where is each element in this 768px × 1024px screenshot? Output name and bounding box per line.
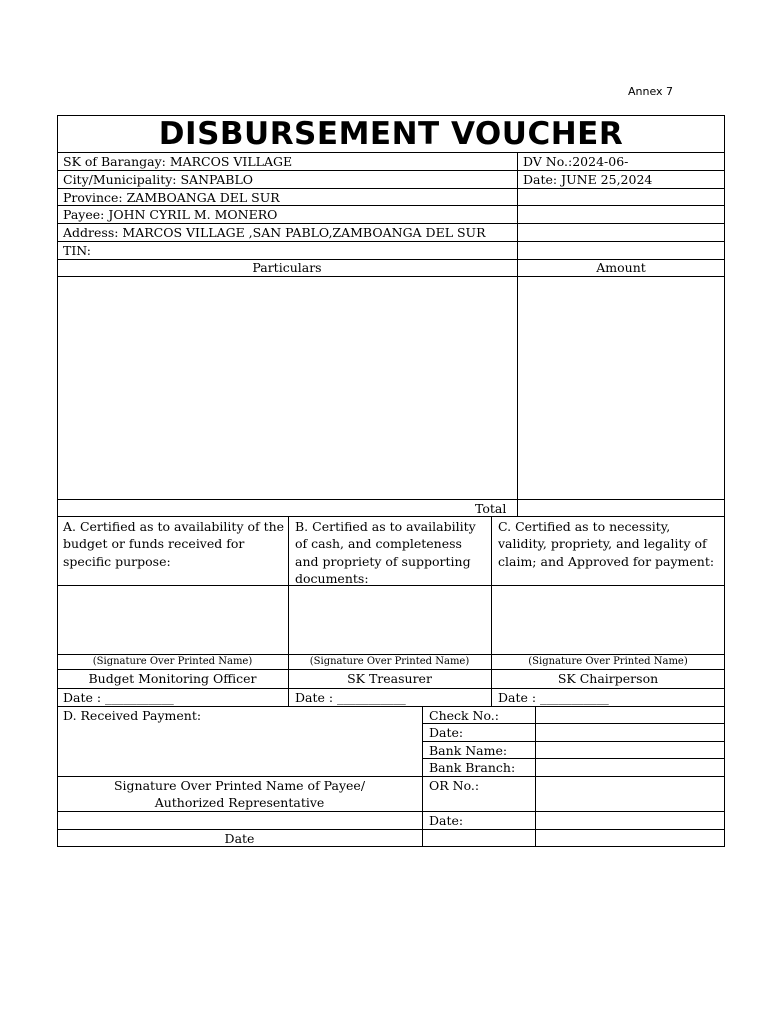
role-treasurer: SK Treasurer xyxy=(347,671,432,686)
certification-b: B. Certified as to availability of cash, and completeness and propriety of supporting documents: xyxy=(295,519,476,587)
sk-barangay: SK of Barangay: MARCOS VILLAGE xyxy=(63,154,293,169)
annex-label: Annex 7 xyxy=(628,85,674,98)
check-date-label: Date: xyxy=(429,725,464,740)
signature-label-b: (Signature Over Printed Name) xyxy=(309,656,470,667)
or-date-label: Date: xyxy=(429,813,464,828)
divider xyxy=(57,516,725,517)
signature-label-c: (Signature Over Printed Name) xyxy=(528,656,688,667)
role-chairperson: SK Chairperson xyxy=(557,671,659,686)
particulars-header: Particulars xyxy=(252,260,322,275)
received-payment: D. Received Payment: xyxy=(63,708,202,723)
amount-header: Amount xyxy=(596,260,646,275)
voucher-date: Date: JUNE 25,2024 xyxy=(523,172,653,187)
signature-label-a: (Signature Over Printed Name) xyxy=(92,656,253,667)
date-line-a: Date : ___________ xyxy=(63,690,174,705)
payee: Payee: JOHN CYRIL M. MONERO xyxy=(63,207,278,222)
or-number-label: OR No.: xyxy=(429,778,480,793)
payee-signature-line1: Signature Over Printed Name of Payee/ xyxy=(113,778,366,793)
payee-date-label: Date xyxy=(224,831,255,846)
date-line-b: Date : ___________ xyxy=(295,690,406,705)
divider xyxy=(57,241,725,242)
city-municipality: City/Municipality: SANPABLO xyxy=(63,172,254,187)
certification-a: A. Certified as to availability of the budget or funds received for specific purpose: xyxy=(63,519,285,569)
role-budget-officer: Budget Monitoring Officer xyxy=(88,671,257,686)
dv-number: DV No.:2024-06- xyxy=(523,154,629,169)
voucher-title: DISBURSEMENT VOUCHER xyxy=(158,116,624,152)
date-line-c: Date : ___________ xyxy=(498,690,609,705)
total-label: Total xyxy=(475,501,507,516)
divider xyxy=(57,276,725,277)
bank-branch-label: Bank Branch: xyxy=(429,760,516,775)
tin: TIN: xyxy=(63,243,91,258)
bank-name-label: Bank Name: xyxy=(429,743,508,758)
divider xyxy=(517,152,518,516)
payee-signature-line2: Authorized Representative xyxy=(154,795,325,810)
province: Province: ZAMBOANGA DEL SUR xyxy=(63,190,280,205)
address: Address: MARCOS VILLAGE ,SAN PABLO,ZAMBOANGA DEL SUR xyxy=(63,225,486,240)
divider xyxy=(57,811,725,812)
divider xyxy=(57,499,725,500)
check-number-label: Check No.: xyxy=(429,708,499,723)
certification-c: C. Certified as to necessity, validity, propriety, and legality of claim; and Approved for payment: xyxy=(498,519,715,569)
